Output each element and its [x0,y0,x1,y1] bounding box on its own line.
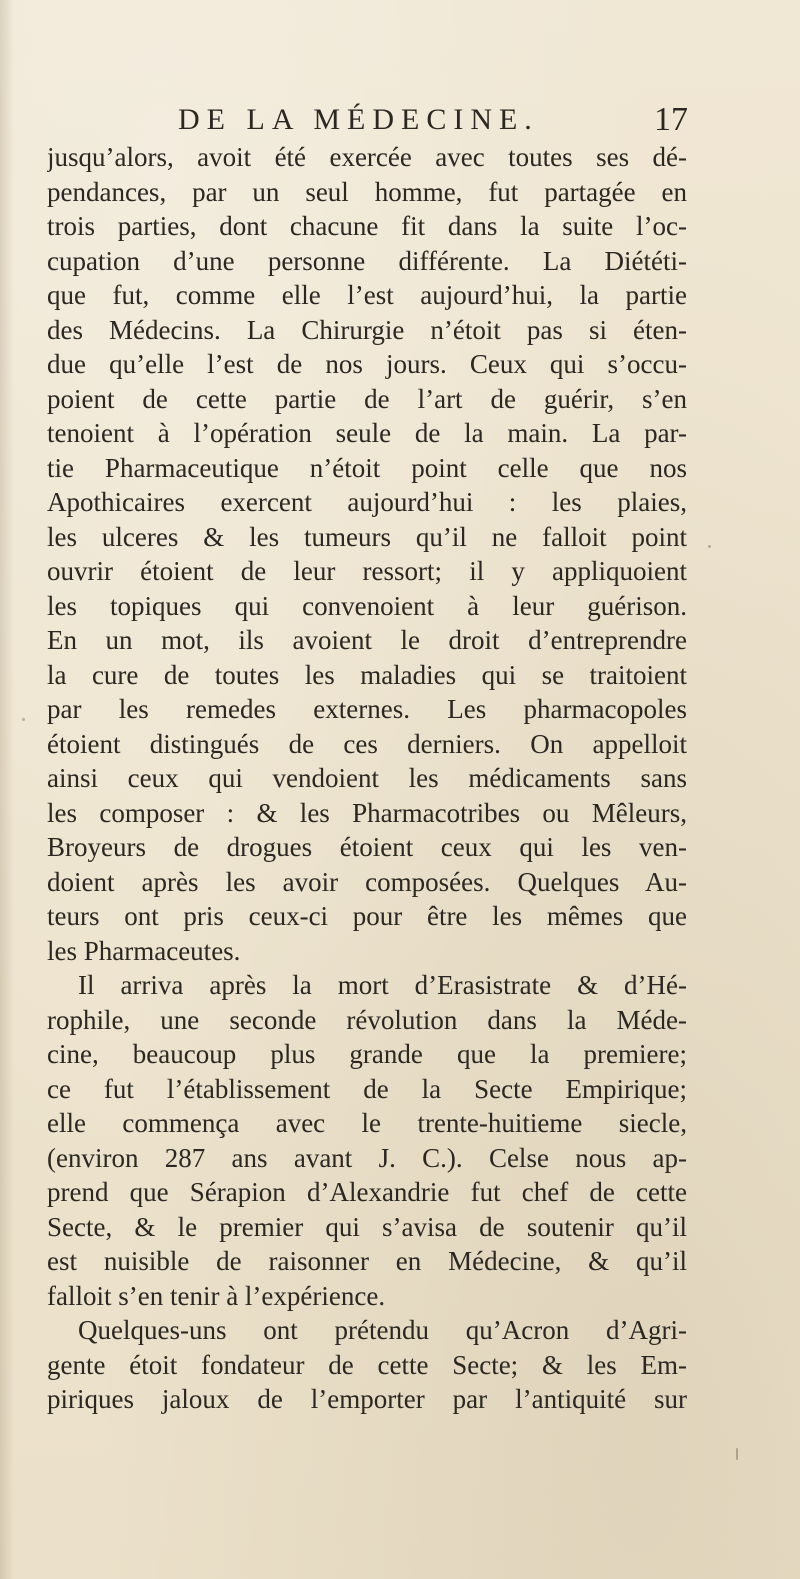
text-line: ainsi ceux qui vendoient les médicaments sans [47,763,687,793]
text-line: gente étoit fondateur de cette Secte; & les Em- [47,1349,687,1380]
text-line: teurs ont pris ceux-ci pour être les mêmes que [47,901,687,931]
text-line: par les remedes externes. Les pharmacopoles [47,694,687,724]
paragraph-end-line: les Pharmaceutes. [47,935,241,966]
text-line: trois parties, dont chacune fit dans la suite l’oc- [47,211,687,241]
paragraph-end-line: falloit s’en tenir à l’expérience. [47,1280,386,1311]
text-line: (environ 287 ans avant J. C.). Celse nous ap- [47,1142,687,1173]
text-line: doient après les avoir composées. Quelques Au- [47,866,687,897]
text-line: la cure de toutes les maladies qui se traitoient [47,659,687,690]
text-line: piriques jaloux de l’emporter par l’antiquité sur [47,1384,687,1414]
page-number: 17 [654,101,688,138]
text-line: ouvrir étoient de leur ressort; il y appliquoient [47,556,687,586]
text-line: les composer : & les Pharmacotribes ou Mêleurs, [47,797,687,828]
text-line: jusqu’alors, avoit été exercée avec toutes ses dé- [47,142,687,172]
text-line: elle commença avec le trente-huitieme siecle, [47,1108,687,1138]
text-line: tie Pharmaceutique n’étoit point celle que nos [47,452,687,483]
text-line: les topiques qui convenoient à leur guérison. [47,590,687,621]
paragraph-start-line: Quelques-uns ont prétendu qu’Acron d’Agri- [78,1315,687,1345]
text-line: ce fut l’établissement de la Secte Empirique; [47,1073,687,1104]
text-line: Secte, & le premier qui s’avisa de soutenir qu’il [47,1211,687,1242]
body-text [47,140,687,1417]
text-line: étoient distingués de ces derniers. On appelloit [47,728,687,759]
text-line: cupation d’une personne différente. La Diététi- [47,245,687,276]
text-line: En un mot, ils avoient le droit d’entreprendre [47,625,687,655]
running-head: DE LA MÉDECINE. [178,103,539,136]
text-line: cine, beaucoup plus grande que la premiere; [47,1039,687,1069]
text-line: prend que Sérapion d’Alexandrie fut chef de cette [47,1177,687,1207]
text-line: poient de cette partie de l’art de guérir, s’en [47,383,687,414]
text-line: est nuisible de raisonner en Médecine, & qu’il [47,1246,687,1276]
text-line: Broyeurs de drogues étoient ceux qui les ven- [47,832,687,862]
paragraph-start-line: Il arriva après la mort d’Erasistrate & d’Hé- [78,970,687,1000]
text-line: rophile, une seconde révolution dans la Méde- [47,1004,687,1035]
text-line: des Médecins. La Chirurgie n’étoit pas si éten- [47,314,687,345]
text-line: due qu’elle l’est de nos jours. Ceux qui s’occu- [47,349,687,379]
paper-speck [708,545,711,548]
text-line: tenoient à l’opération seule de la main. La par- [47,418,687,448]
text-line: que fut, comme elle l’est aujourd’hui, la partie [47,280,687,310]
text-line: Apothicaires exercent aujourd’hui : les plaies, [47,487,687,517]
paper-speck [22,718,25,721]
paper-speck [736,1448,738,1460]
text-line: les ulceres & les tumeurs qu’il ne falloit point [47,521,687,552]
text-line: pendances, par un seul homme, fut partagée en [47,176,687,207]
